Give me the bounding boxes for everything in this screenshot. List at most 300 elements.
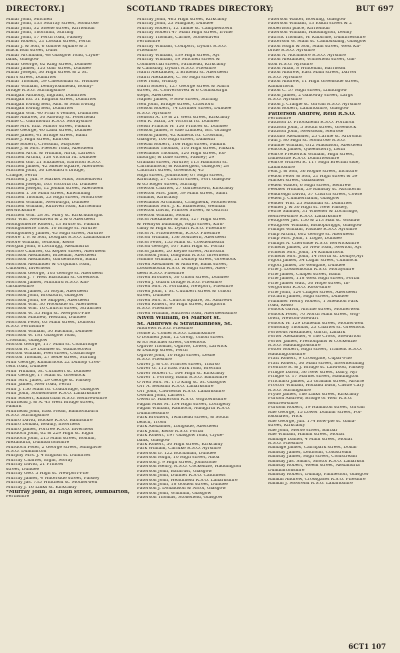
directory-entry: Porter James, Prestonpans & Cockenzie [268, 339, 357, 344]
directory-entry: Murray Geo. 5 High st. Newport-Fife [6, 472, 89, 477]
directory-entry: Milne James, 41 Bridge street, Banff [6, 133, 88, 138]
directory-entry: & 65 Roger street, Stirling [137, 182, 197, 187]
directory-entry: & Dunlop street, Perth [137, 349, 188, 354]
directory-entry: Nairn Alexander, C. 80 High street & [137, 75, 220, 80]
directory-entry: Phillips William, Fauldie R.S.O. Ayrshire [268, 228, 358, 233]
directory-entry: Perthshire [268, 116, 292, 121]
directory-entry: Kilmarnock [268, 84, 294, 89]
directory-entry: Milne Mrs. Eliz. Manor street, Falkirk [6, 124, 91, 129]
directory-entry: Morrison W. 35 High st. Newport-Fife [6, 311, 91, 316]
directory-entry: Paterson Hugh, 10 High street, Alloa [137, 456, 220, 461]
directory-entry: Paterson John, Heathfield R.S.O. Lanarkshire [137, 478, 238, 483]
directory-entry: Paton Andrew, 11 High Greenside street, [268, 80, 360, 85]
directory-entry: Pattison John, Newstead, Melrose [268, 130, 344, 135]
directory-entry: Morrice Charles, 62 Kepler street, Aberdeen [6, 249, 106, 254]
directory-entry: Pattullo Alexander, 25 Carnie st. Arbroath [268, 134, 362, 139]
directory-entry: *Murray John, 81 High street, Dumbarton, [6, 490, 130, 496]
directory-entry: Mitchell William, Ruthven road, Kirriemuir [6, 205, 102, 210]
directory-entry: Morrison Alexander & Urquhart road, [6, 262, 91, 267]
directory-entry: Murray John, 23 Millgate, Dundee [137, 22, 214, 27]
directory-entry: R.S.O. Ayrshire [137, 111, 171, 116]
directory-entry: Mitchell Arthur, 158 Victoria rd. Dundee [6, 156, 97, 161]
directory-entry: street, Kirkcaldy [268, 424, 306, 429]
directory-entry: Morton H. 29 Dundee st. Wallacetown [6, 347, 92, 352]
directory-entry: Nelson Robert, 74 Lorimer street, Dundee [137, 107, 232, 112]
directory-entry: Robertson place, Kirriemuir [268, 26, 331, 31]
directory-entry: Nicol Alexander & Son, 127 High street [137, 218, 226, 223]
directory-entry: Muir James, New road, Perth [6, 383, 72, 388]
directory-entry: Pattison D. Friockheim R.S.O. Forfarsh [268, 121, 355, 126]
directory-entry: Philp Arthur, 602 George st. Aberdeen [268, 232, 354, 237]
directory-entry: Paterson John, 18 Golden street, Dundee [137, 483, 229, 488]
directory-entry: Noble Z. Colnel R.S.O. Lanarkshire [137, 331, 216, 336]
directory-entry: Renfrewshire [268, 401, 298, 406]
directory-entry: Montgomerie Thos. 10 Bridge st. Airdrie [6, 227, 97, 232]
directory-entry: Paterson Thomas, Stonefield, Glasgow [137, 496, 223, 501]
directory-entry: Owen D. Halferson R.S.O. Wigtownshire [137, 398, 227, 403]
directory-entry: Nicoll George, 107 East High st. Forfar [137, 245, 225, 250]
directory-entry: Newall Robert, 108 High street, Falkirk [137, 142, 226, 147]
directory-entry: Morrison Peter, 63 Main street, Dunoon [6, 320, 95, 325]
directory-entry: Petrie Samuel, 31 Wheeler & Lochridge, [268, 210, 359, 215]
directory-entry: Pirie James Watt, 30 Hope street, In- [268, 281, 350, 286]
directory-entry: town, Newton-Stewart [268, 317, 319, 322]
column-1 [6, 18, 132, 641]
directory-entry: lokshaws, Wick [268, 415, 303, 420]
directory-entry: Paterson D. 122 Buchanan, Dundee [137, 451, 217, 456]
directory-entry: Fifeshire [137, 49, 157, 54]
directory-entry: Oliver G. 115 East Park road, Brechin [137, 367, 222, 372]
directory-entry: Morton William, Peel street, Coatbridge [6, 351, 96, 356]
directory-entry: Murdoch Peter, 2 George street, Milngavie [6, 445, 102, 450]
directory-entry: Nairn Alexander, 2 Bridend st. Aberdeen [137, 71, 228, 76]
directory-entry: Rankin Andrew, Crossgates R.S.O. Fifeshire [268, 477, 366, 482]
directory-entry: Pringle G. 17 Market street, Haddington [268, 375, 359, 380]
directory-entry: Neil R. Sixth, 24 Victoria rd. Dundee [137, 120, 219, 125]
directory-entry: Nicol A. Pittenweem, R.S.O. Fifeshire [137, 231, 221, 236]
directory-entry: Mitchell Arch. & William, Airth, Larbert [6, 151, 95, 156]
directory-entry: Ramsay James, High street, Coldstream [268, 455, 357, 460]
directory-entry: Moir Wm. Newhaven & 2 & 6 Aberdeen [6, 218, 95, 223]
directory-entry: Ramage James, Cairnpark street, Dollar [268, 446, 358, 451]
directory-entry: Murdoch John, 215 Main street, Bonhill, [6, 436, 96, 441]
directory-entry: Haddingtonshire [268, 352, 306, 357]
directory-entry: Peacock James, Queensferry, Leith [268, 148, 346, 153]
directory-entry: Milne Andrew, 30 Alloway st. Peterhead [6, 115, 95, 120]
directory-entry: Muirhead John, East Plean, Bannockburn [6, 409, 99, 414]
directory-entry: Rae George, 15 Lower Dunbar street, Pol- [268, 410, 362, 415]
directory-entry: Neil John, Bridge street, Crawford [137, 102, 214, 107]
directory-entry: Peebles William, 29 Ramsay st. Auchterm [268, 188, 361, 193]
directory-entry: Paterson John, Whinhill, Glasgow [137, 491, 212, 496]
directory-entry: Paton Andrew, East Main street, Darvel [268, 71, 357, 76]
directory-entry: beach, Troon [137, 420, 167, 425]
directory-entry: Milne George, 40 Land street, Dundee [6, 129, 92, 134]
directory-entry: Patrick Thomas, W. Kilbirnie, Dumfriesshire [268, 35, 366, 40]
directory-entry: Commercial street, Pathhead, Kirkcaldy [137, 62, 227, 67]
directory-entry: street, Dundee [137, 294, 171, 299]
directory-entry: Paterson J. 9 High street, Johnstone [137, 460, 217, 465]
directory-entry: O'Donnell John, 12 Greig, Union street [137, 336, 224, 341]
directory-entry: R.S.O. Fifeshire [137, 307, 172, 312]
directory-entry: street, Dundee [6, 467, 40, 472]
directory-entry: Nelson James, 42 Kilneck rd. Crosshill, [137, 133, 224, 138]
directory-entry: Morgan John, 8 Lochrigg, Alexandria [6, 245, 89, 250]
directory-entry: Muir Mrs. Janet, 29 George st. Paisley [6, 378, 92, 383]
directory-entry: Culloden, Inverness [6, 267, 51, 272]
directory-entry: Morrison James, 51 Royal, Aberdeen [6, 289, 88, 294]
directory-entry: Potter Robert, High street, Tranent R.S.O. [268, 348, 362, 353]
directory-entry: Nicoll William, 136 Southern, Aberdeen [137, 236, 226, 241]
directory-entry: Ramsay Robert, Dunlap, Paillieston, Glasgow [268, 473, 369, 478]
directory-entry: Porter Alexander, 4 The Cross, Stewarton [268, 335, 361, 340]
directory-entry: Muir John, Stonehouse R.S.O. Lanarkshire [6, 392, 101, 397]
directory-entry: Dumbartonshire [268, 468, 305, 473]
directory-entry: Pearce Wilfred R. 117 High Brechin side, [268, 161, 360, 166]
directory-entry: Peat J. & Son, 36 Rogue street, Inchture [268, 170, 358, 175]
directory-entry: Morrison Alexander, Braemar, Aberdeen [6, 254, 97, 259]
directory-entry: Niven Mrs. A. Portland, Newport, Fifeshire [137, 285, 234, 290]
header-title: SCOTLAND TRADES DIRECTORY; [126, 4, 274, 13]
directory-entry: Morrison James, Millthird R.S.O. Kin- [6, 280, 90, 285]
directory-entry: bank, Glasgow [137, 438, 170, 443]
directory-entry: Millar Robert, 21 Lossail street, Perth [6, 40, 91, 45]
directory-entry: Murray J. 16 Links st. Kirkcaldy [6, 485, 77, 490]
directory-entry: Morrison John, Broxburn, Glasgow [6, 294, 84, 299]
directory-entry: Millar Archibald, 48 Glasgow road, Clyde- [6, 53, 100, 58]
column-3 [268, 18, 394, 641]
directory-entry: R.S.O. Ayrshire [268, 75, 302, 80]
directory-entry: cent road, Dundee [6, 365, 48, 370]
directory-entry: Morrison William, 30 Backhill, Dundee [6, 329, 93, 334]
directory-entry: Millar John, 32 Steele street, Kirriemuir [6, 26, 96, 31]
directory-entry: Peden J. Cumbernauld, Glasgow [268, 197, 340, 202]
directory-entry: Pitcairn James, High street, Dundee [268, 295, 349, 300]
directory-entry: Rankin J. Moorend R.S.O. Lanarkshire [268, 482, 353, 487]
directory-entry: Black Bull street, Duns [6, 49, 58, 54]
directory-entry: R.S.O. Perthshire [6, 325, 45, 330]
directory-entry: Newton William, Moffat [137, 213, 191, 218]
directory-entry: Pennel J. & 30 High st. New Paisley, [268, 205, 348, 210]
directory-entry: Niven William, Ruthven road, Aberdeenshire [137, 311, 237, 316]
directory-entry: Carmunnock; & Rutherglen, Glasgow; 28 [137, 164, 229, 169]
directory-entry: Craigie, Perth [6, 173, 38, 178]
directory-entry: Ramsay Robert, Weem street, Alexandria [268, 464, 360, 469]
directory-entry: Mitchell Thomas, 23 High street, Montrose [6, 196, 103, 201]
directory-entry: Pryde James, The Links street, Kirkcaldy [268, 393, 359, 398]
directory-entry: Pagan Miss M. 134 High street, Lochgelly [137, 402, 231, 407]
directory-entry: Park Brothers, Twarhead street, & South [137, 416, 229, 421]
directory-entry: Oliver J. & Co. Princes street, Thurso [137, 362, 220, 367]
directory-entry: Pigott James, 34 Lugar street, Cumnock [268, 259, 358, 264]
directory-entry: Paul J. 80 High st. Montrose R.S.O. [268, 139, 346, 144]
directory-entry: Montgomery James, 45 High street, Airdrie [6, 231, 103, 236]
directory-entry: Paton Robert, Lanarkshire, Glasgow [268, 107, 349, 112]
directory-entry: Nairn Robert, 127 George street & Nairn [137, 84, 230, 89]
directory-entry: vergordon R.S.O. Ross-shire [268, 286, 331, 291]
directory-entry: Murray James, 4 Waterside street, Paisley [6, 476, 100, 481]
directory-entry: Millar J. & Son, 6 Gallow square & 3 [6, 44, 88, 49]
directory-entry: Morton George, 117 Main st. Coatbridge [6, 343, 98, 348]
directory-entry: Orr John, Cawtessis R.S.O. Lanarkshire [137, 389, 225, 394]
directory-entry: Munro David, Buckie R.S.O. Banffshire [6, 418, 93, 423]
directory-entry: Cathcart street, Greenock; 45 [137, 169, 204, 174]
directory-entry: Rae William, Hamm street, Moffat [268, 433, 345, 438]
directory-entry: Napier James, 9 Row street, Stirling [137, 98, 218, 103]
directory-entry: Murray Charles, Elgin, Moray [6, 458, 73, 463]
directory-entry: Glasgow, 100 High street, Dalkeith [137, 138, 215, 143]
directory-entry: Millar Joseph, 36 High street & 2 St. [6, 71, 88, 76]
directory-entry: Philp Mrs. John, 1 Logie, Dundee [268, 237, 342, 242]
directory-entry: Mitchell William, Newburgh, Dundee [6, 200, 89, 205]
directory-entry: Moore T. F. & Son, Douglas R.S.O. Lanarkshire [6, 236, 111, 241]
directory-entry: Pickens Mrs. John, 14 Kilmarnock [268, 250, 344, 255]
directory-entry: Ramsay Jas. Smart, Shotts R.S.O. Lanarksh [268, 459, 365, 464]
directory-entry: Park Robert, 50 High street, Kirkcaldy [137, 442, 223, 447]
directory-entry: Oliver Robert C. 164 High st. Kirkcaldy [137, 371, 225, 376]
directory-entry: Orr A. Bellshill R.S.O. Lanarkshire [137, 385, 214, 390]
directory-entry: Pickens Mrs. John, 14 North st. Doulye,Ayr [268, 254, 364, 259]
directory-entry: Morrison John, 69 Skipper, Aberdeen [6, 298, 89, 303]
directory-entry: bank, Glasgow [6, 58, 39, 63]
directory-entry: Pedon Peter & Son, 21 High street & 59 [268, 174, 358, 179]
directory-entry: Murray Thomas, Carnie, Stonehaven [137, 35, 220, 40]
directory-entry: Pollock W. 129 Dunedin street, Motherwell [268, 321, 364, 326]
directory-entry: Prentice R. & J. Bridge st. Linwood, Paisley [268, 366, 365, 371]
directory-entry: Paton A. Auchmore R.S.O. Ayrshire [268, 53, 346, 58]
directory-entry: Muir William, St. Cuthbert st. Dundee [6, 369, 91, 374]
directory-entry: Neish Francis W. 150 Princes st. Dundee [137, 124, 228, 129]
directory-entry: Munro James, Portree R.S.O. Inverness [6, 427, 94, 432]
directory-entry: Nicolson John, Dingwall R.S.O. Inverness [137, 254, 229, 259]
directory-entry: Park William, Carluke R.S.O. Ayrshire [137, 447, 221, 452]
directory-entry: Perthshire [137, 40, 161, 45]
directory-entry: Graham street, Airdrie; 113 Hamilton st. [137, 160, 228, 165]
directory-entry: Milne C. Gairmouth R.S.O. Morayshire [6, 120, 92, 125]
directory-entry: Patterson Andrew, Reid R.S.O. [268, 111, 356, 117]
directory-entry: Morrison J. 7 West Blackhall st. Greenock [6, 276, 99, 281]
directory-entry: Kirkcaldy, 27 Church street, Port Glasgow [137, 178, 231, 183]
directory-entry: Newlands Archibald, Craigneuk, Motherwell [137, 200, 237, 205]
directory-entry: Millar John, Thornhill, Stirling [6, 31, 74, 36]
directory-entry: Patterson W. Main st. Cambuslang, Glasgow [268, 40, 367, 45]
directory-entry: Park John, Kelso R.S.O. Forfar [137, 429, 204, 434]
directory-entry: Murphy Mrs. J. 4 English st. Dumfries [6, 454, 91, 459]
directory-entry: Paterson Walter, Bowling, Glasgow [268, 18, 346, 22]
directory-entry: Phillips A. Cheroade R.S.O. Berwickshire [268, 241, 360, 246]
directory-entry: deen R.S.O. Fifeshire [137, 271, 185, 276]
directory-entry: ston R.S.O. Ayrshire [268, 62, 313, 67]
directory-entry: Millar Thomas, 59 Caledonian st. Wishaw [6, 80, 99, 85]
directory-entry: Paterson J. Donaldson & Nicol, Glasgow [137, 487, 226, 492]
directory-entry: Paterson William, 13 Eskin street & 2 [268, 22, 352, 27]
directory-entry: Lossiemouth R.S.O. & High street, Aber- [137, 267, 228, 272]
directory-entry: High street, Johnstone; 67 High street, [137, 173, 224, 178]
directory-entry: R.S.O. Fifeshire [268, 442, 303, 446]
directory-entry: bride R.S.O. Ayrshire [268, 49, 315, 54]
directory-entry: Porteous Alexander, Garth, Lanark [268, 330, 346, 335]
directory-entry: Ramsay James, Leitholm, Coldstream [268, 450, 352, 455]
directory-entry: Paton C. 57 High street, Linlithgow [268, 89, 347, 94]
directory-entry: Paton Allan, 8 Whitehall, Barrhead [268, 66, 346, 71]
directory-entry: Milligan Ewing Bell, Ann. & Mull Ewing [6, 102, 96, 107]
directory-entry: Niven Robert, 80 High street, Kinghorn [137, 303, 226, 307]
directory-entry: caldy & High st. Dysart R.S.O. Fifeshire [137, 227, 226, 232]
directory-entry: Muir George, 17 Main st. Greenock [6, 374, 86, 379]
directory-entry: Park Robert, 197 Glasgow road, Clyde- [137, 434, 224, 439]
directory-entry: Murray Jas. 735 Whitfield st. Motherwell [6, 481, 98, 486]
directory-entry: cardineshire [6, 285, 34, 290]
column-2 [137, 18, 263, 641]
directory-entry: Morrison Wm. 16 Church street, Stranraer [6, 307, 102, 312]
directory-entry: Pender Wm. 25 Maidhall st. Dumfries [268, 201, 352, 206]
directory-entry: Morrison W. 181 Glasgow road, [6, 334, 77, 339]
directory-entry: Millar John, 133 Murray street, Montrose [6, 22, 99, 27]
directory-entry: steps, Aberdeen [137, 93, 173, 98]
directory-entry: Murray Robert, 12 Tamie st. Campbeltown [137, 26, 233, 31]
directory-entry: Murdoch John, 62 & 229 High st. Elgin [6, 432, 94, 437]
directory-entry: Park Alexander, Longside, Aberdeen [137, 425, 219, 430]
directory-entry: Murray William, 19 Mitchell street & [137, 58, 220, 63]
header-page-ref: BUT 697 [355, 4, 394, 13]
directory-columns [6, 18, 394, 641]
directory-entry: Pickens James, 20 New road, Newton, Ayr [268, 246, 363, 251]
directory-entry: Pirie James, Chapel street, Banff [268, 272, 341, 277]
directory-entry: Andrews R.S.O. Fifeshire [137, 327, 193, 332]
directory-entry: Ogilvie John, 10 High street, Leslie [137, 353, 216, 358]
directory-entry: Neilson A. 19 & 21 West street, Kirkcaldy [137, 115, 230, 120]
directory-entry: Mitchell Gib. 21 Elizabeth, Earlston R.S.O. [6, 160, 101, 165]
directory-entry: & 83 Michael street, Greenock [137, 340, 206, 345]
directory-entry: Nelson James, 8 Vale Limited, Bri. Grange [137, 129, 231, 134]
directory-entry: Paton J. Craigie st. Girvan R.S.O. Ayrshire [268, 102, 361, 107]
directory-entry: Purdom Robert, 19 Hamilton street, Girvan [268, 406, 365, 411]
directory-entry: R.S.O. Dumbarton [6, 449, 47, 454]
directory-entry: Newton David, Princes Street, & Ostrich [137, 209, 228, 214]
directory-entry: Muir J. 156 Main rd. Coatbridge, Glasgow [6, 387, 100, 392]
directory-entry: Peden Walter, 6 High street, Renfrew [268, 183, 352, 188]
directory-entry: R.S.O. Fifeshire [137, 358, 172, 363]
directory-entry: Alexandria, Dumbartonshire [6, 441, 70, 446]
directory-entry: Mitchell James, 42 Skene square, Aberdeen [6, 164, 104, 169]
directory-entry: Pirie James, 118 West High street, Forfar [268, 277, 361, 282]
directory-entry: Paterson John, Dunnet R.S.O. Caithness [137, 474, 226, 479]
directory-entry: Millar John, 17 Perth road, Paisley [6, 35, 83, 40]
directory-entry: Rae John, Merse street, Barbar [268, 428, 338, 433]
directory-entry: Pigott James, 50 Wellgate, Dundee [268, 263, 346, 268]
directory-entry: Pritchard James, 25 Graham street, Airdrie [268, 379, 365, 384]
directory-entry: Niven John, 1 St. Cuthbert street & Union [137, 289, 231, 294]
directory-entry: bridge R.S.O. Stirlingshire [6, 89, 65, 94]
directory-entry: Ninians, Kirkcaldy [137, 196, 179, 201]
directory-entry: Paterson William, Haddington, Denny [268, 31, 352, 36]
directory-entry: Millar James, 153 Gair street, Dundee [6, 66, 91, 71]
directory-entry: Mitchell T. 38 Main street, Kilwinning [6, 191, 91, 196]
directory-entry: Mitchell J. Jun. 9 Market Mids, Stonehaven [6, 178, 102, 183]
directory-entry: New road, Whitby [137, 80, 178, 85]
directory-entry: Paton James, 2 Galloway street, Largs [268, 93, 353, 98]
directory-entry: Renfrewshire R.S.O. Lanarkshire [268, 214, 342, 219]
directory-entry: road, Kelso [268, 303, 294, 308]
directory-entry: Nimmo William, 21 Dunlop street, Greenock [137, 258, 236, 263]
directory-entry: Newlands Mrs. J. K. Blanefield, Wellhall [137, 205, 226, 210]
directory-entry: Murray William, Coulport, Dysart R.S.O. [137, 44, 227, 49]
directory-entry: Munro Donald, Beauly, Inverness [6, 423, 80, 428]
directory-entry: Mitchell John, 36 Leonard's bridge, [6, 169, 85, 174]
directory-entry: Newton Charles, 27 Garliestown, Kirkcaldy [137, 187, 234, 192]
page-header [6, 4, 394, 16]
directory-entry: Murray William, 139 High street, Ayr [137, 53, 221, 58]
directory-entry: R.S.O. Stirlingshire [268, 388, 311, 393]
directory-entry: Purdon Andrew, Bridge of Weir R.S.O. [268, 397, 353, 402]
directory-entry: Newlands Thomas, 120 High street, Ed- [137, 151, 227, 156]
directory-entry: Milne Robert, Crosshill, Maybole [6, 142, 80, 147]
directory-entry: Market street, Galashiels [268, 179, 325, 184]
directory-entry: Pettigrew William, Bishopbriggs, Glasgow [268, 223, 362, 228]
directory-entry: Murray Robert 47 Main High street, Irvine [137, 31, 233, 36]
directory-entry: Dumfriesshire [137, 411, 169, 416]
directory-entry: Lanarkshire [268, 165, 295, 170]
directory-entry: R.S.O. Stirlingshire [6, 414, 49, 419]
directory-entry: Morton Thomas, 27 Bebe street, Stirling [6, 356, 97, 361]
directory-entry: Nicol Peter, 155 Main st. Cowdenbeath [137, 240, 225, 245]
directory-entry: Montgomerie Robert, 13 Bruce st. Falkirk [6, 222, 100, 227]
directory-entry: Paterson Henry, R.S.O. Cockenzie, Haddington [137, 465, 242, 470]
directory-entry: Milligan Ed. 31 English street, Dumfries [6, 98, 97, 103]
directory-entry: Pearce Frederick William, High street, [268, 152, 355, 157]
directory-entry: Morrison Wm. 30 Woodside st. Aberdeen [6, 303, 98, 307]
page-footer-code: 6CT1 107 [348, 642, 386, 651]
directory-entry: Niven Brothers, 30 Union street, Dundee [137, 276, 229, 281]
directory-entry: Mitchell Joseph, 12 Jenkin street, Aberdeen [6, 187, 104, 192]
directory-entry: Niven Alexander & Andrew, Bank street, [137, 262, 228, 267]
directory-entry: Perthshire [6, 495, 30, 500]
directory-entry: Morrison George, 103 George st. Aberdeen [6, 271, 103, 276]
directory-entry: Paton Alexander, Whitefield street, Gal- [268, 58, 357, 63]
directory-entry: Paterson John, Bathrust, Glasgow [137, 469, 212, 474]
directory-entry: Muir George, Kilmarnock 22 Dunlop Cres- [6, 360, 101, 365]
directory-entry: Pettigrew Jas. 150 & 213 Hall st. Wishaw [268, 219, 360, 224]
directory-entry: Proctor William, Holland bush, Castle Cary [268, 384, 365, 389]
directory-entry: Ramage Daniel, 4 Main street, Moffat [268, 437, 353, 442]
directory-entry: Milne J. High street, Kinross [6, 138, 70, 143]
directory-entry: Milne J. & Mrs. Fleeter road, Aberdeen [6, 147, 94, 152]
directory-entry: Morrison Alexander, Gardenstown, Banff [6, 258, 98, 263]
directory-entry: Niven Mrs. E. Church square, St. Andrews [137, 298, 233, 303]
directory-entry: & Canisbay, Dysart R.S.O. Fifeshire [137, 66, 216, 71]
directory-entry: Pattison John, 5 South street, Greenock [268, 125, 357, 130]
directory-entry: Oswald John, Larbert [137, 393, 185, 398]
directory-entry: Newlands Thomas, 110 High street, Falkirk [137, 147, 235, 152]
directory-entry: Murray David, 21 Princes [6, 463, 64, 468]
directory-entry: Mitchell Joseph, 163 Victoria rd. Dundee [6, 182, 97, 187]
directory-entry: Rae George, jun. 174 Bow-ple st. Galla- [268, 419, 356, 424]
directory-entry: Millar George, 62 King street, Dundee [6, 62, 92, 67]
directory-entry: inburgh; & Dale street, Paisley; 29 [137, 156, 215, 161]
directory-entry: R.S.O. Ayrshire [268, 98, 302, 103]
directory-entry: Falkirk [6, 405, 22, 410]
directory-entry: Nicol James, 20 Keyne street, Arbroath [137, 249, 225, 254]
directory-entry: Ann's street, Dumfries [6, 75, 57, 80]
directory-entry: Moore William, Yetholm, Kelso [6, 240, 75, 245]
directory-entry: Pirie J. Lossiemouth R.S.O. Morayshire [268, 268, 355, 273]
directory-entry: Crosshill, Glasgow [6, 338, 48, 343]
directory-entry: Plummer Henry Robert, 1 Sheddon Park [268, 299, 359, 304]
directory-entry: Paton Hugh & Son, Main street, West Kil- [268, 44, 361, 49]
directory-entry: Pollock Gavin, Aitchie street, Motherwell [268, 308, 360, 313]
directory-entry: Murray John, 465 High street, Kirkcaldy [137, 18, 227, 22]
directory-entry: Pratt Robert, 36 Main street, Inverkeithing [268, 361, 365, 366]
